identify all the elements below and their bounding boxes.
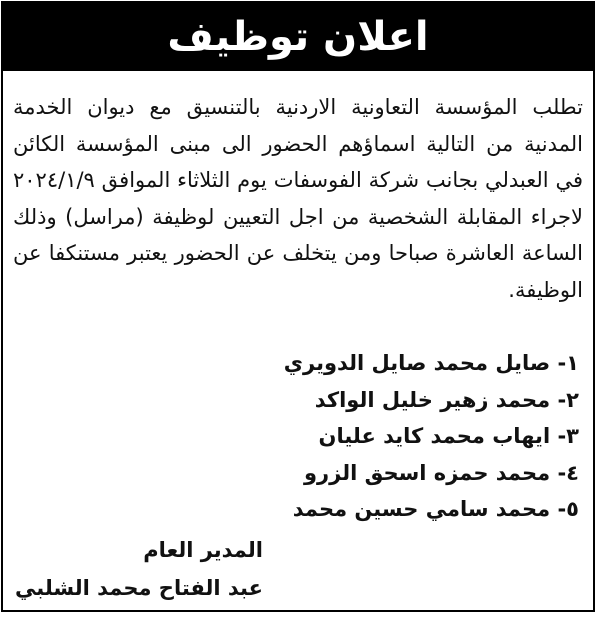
signature-name: عبد الفتاح محمد الشلبي	[15, 576, 263, 600]
announcement-title: اعلان توظيف	[167, 14, 429, 60]
candidate-name-3: ٣- ايهاب محمد كايد عليان	[318, 424, 579, 448]
candidate-name-5: ٥- محمد سامي حسين محمد	[292, 497, 579, 521]
candidate-name-1: ١- صايل محمد صايل الدويري	[283, 351, 579, 375]
announcement-frame	[1, 1, 595, 612]
announcement-body: تطلب المؤسسة التعاونية الاردنية بالتنسيق مع ديوان الخدمة المدنية من التالية اسماؤهم الحضور الى مبنى المؤسسة الكائن في العبدلي بجانب شركة الفوسفات يوم الثلاثاء الموافق ٢٠٢٤/١/٩ لاجراء المقابلة الشخصية من اجل التعيين لوظيفة (مراسل) وذلك الساعة العاشرة صباحا ومن يتخلف عن الحضور يعتبر مستنكفا عن الوظيفة.	[13, 95, 583, 302]
signature-block	[15, 531, 263, 607]
candidate-list	[179, 345, 579, 528]
candidate-name-4: ٤- محمد حمزه اسحق الزرو	[303, 460, 579, 485]
candidate-name-2: ٢- محمد زهير خليل الواكد	[314, 387, 579, 412]
announcement-header	[3, 3, 593, 71]
signature-role: المدير العام	[143, 538, 263, 562]
